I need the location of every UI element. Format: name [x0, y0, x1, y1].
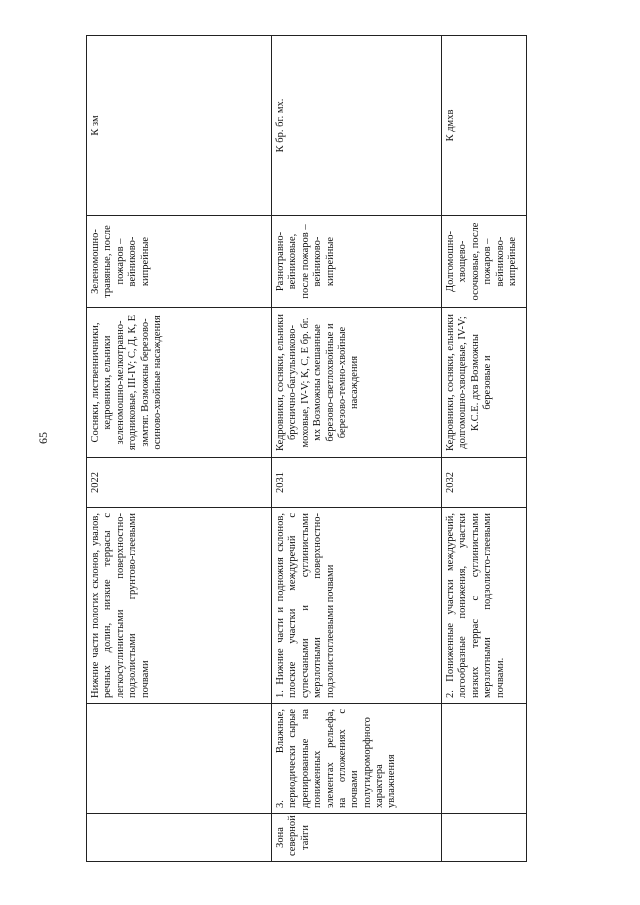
site-group-cell: [87, 704, 272, 814]
code-number-cell: 2032: [442, 458, 527, 508]
after-fire-cell: Разнотравно-вейниковые, после пожаров – вейниково-кипрейные: [272, 216, 442, 308]
site-conditions-cell: 2. Пониженные участки междуречий, логообразные понижения, участки низких террас с суглинистыми мерзлотными подзолисто-глеевыми почвами.: [442, 508, 527, 704]
after-fire-cell: Долгомошно-хвощево-осочковые, после пожаров – вейниково-кипрейные: [442, 216, 527, 308]
forest-type-code-cell: К зм: [87, 36, 272, 216]
table-row: [442, 36, 527, 862]
zone-cell: Зона северной тайги: [272, 814, 442, 862]
table-row: [272, 36, 442, 862]
stand-types-cell: Кедровники, сосняки, ельники долгомошно-хвощевые, IV-V; К.С.Е. дхв Возможны березовые и: [442, 308, 527, 458]
forest-types-table-rotated: [86, 36, 526, 862]
stand-types-cell: Сосняки, лиственничники, кедровники, ельники зеленомошно-мелкотравно-ягодниковые, III-IV; С, Д, К, Е зммтяг. Возможны березово-осиново-хвойные насаждения: [87, 308, 272, 458]
page-number: 65: [36, 432, 50, 444]
stand-types-cell: Кедровники, сосняки, ельники брусничнo-багульниково-моховые, IV-V; К, С, Е бр. бг. мх Возможны смешанные березово-светлохвойные и березово-темно-хвойные насаждения: [272, 308, 442, 458]
site-conditions-cell: 1. Нижние части и подножия склонов, плоские участки междуречий с супесчаными и суглинистыми мерзлотными поверхностно-подзолистоглеевыми почвами: [272, 508, 442, 704]
forest-type-code-cell: К бр. бг. мх.: [272, 36, 442, 216]
code-number-cell: 2031: [272, 458, 442, 508]
zone-cell: [87, 814, 272, 862]
after-fire-cell: Зеленомошно-травяные, после пожаров – вейниково-кипрейные: [87, 216, 272, 308]
site-conditions-cell: Нижние части пологих склонов, увалов, речных долин, низкие террасы с легкосуглинистыми поверхностно-подзолистыми грунтово-глеевыми почвами: [87, 508, 272, 704]
forest-types-table: [86, 35, 527, 862]
table-row: [87, 36, 272, 862]
code-number-cell: 2022: [87, 458, 272, 508]
zone-cell: [442, 814, 527, 862]
forest-type-code-cell: К дмхв: [442, 36, 527, 216]
site-group-cell: 3. Влажные, периодически сырые дренированные на пониженных элементах рельефа, на отложениях с почвами полугидроморфного характера увлажнения: [272, 704, 442, 814]
site-group-cell: [442, 704, 527, 814]
